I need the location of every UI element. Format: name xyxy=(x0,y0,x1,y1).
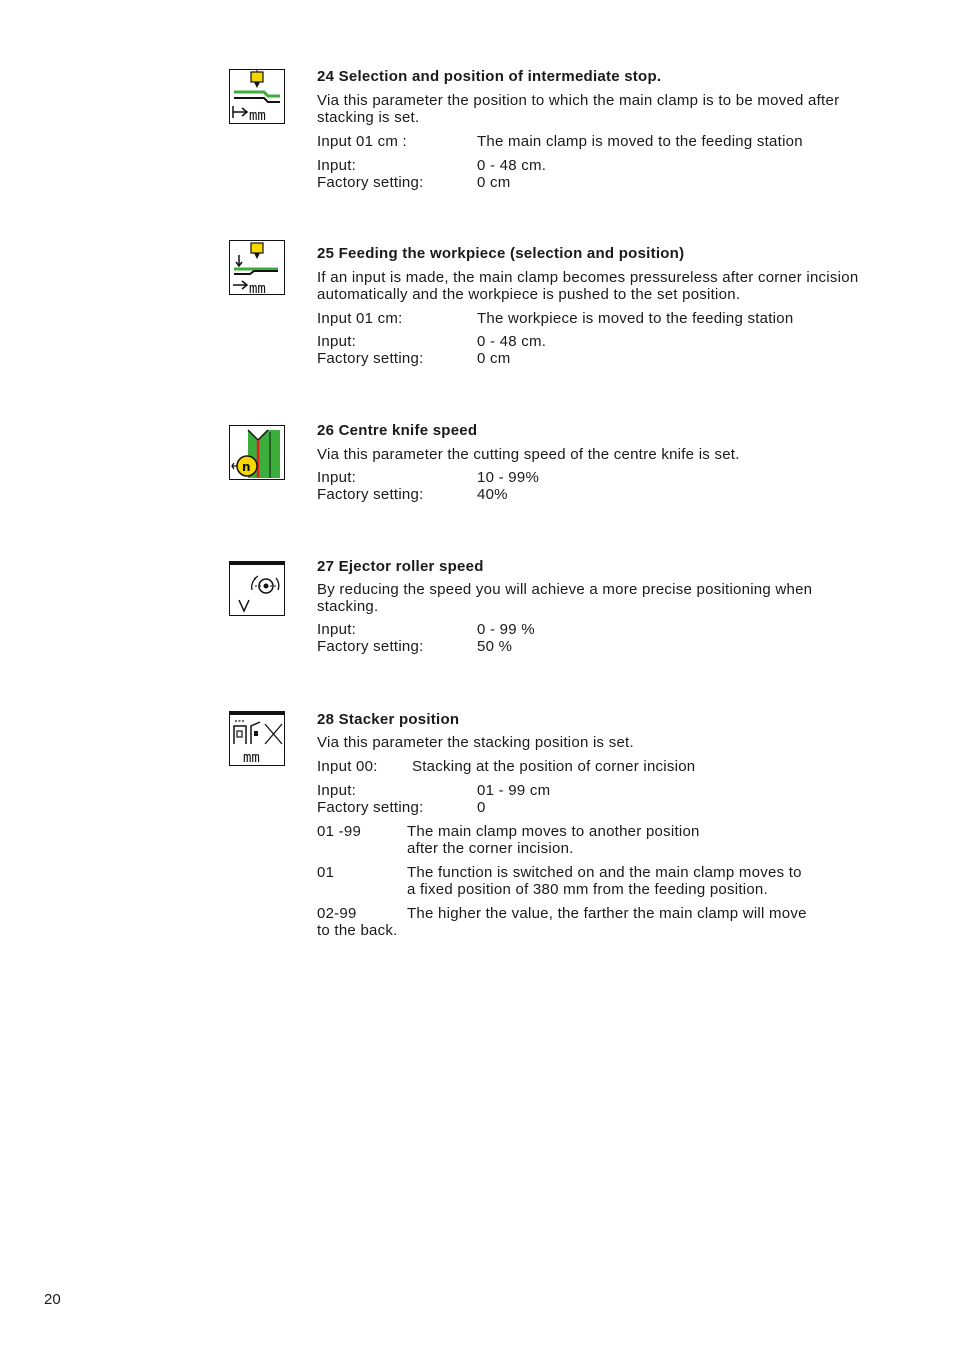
section-title: 27 Ejector roller speed xyxy=(317,558,484,575)
note-item xyxy=(317,864,877,898)
factory-label: Factory setting: xyxy=(317,638,424,655)
section-description: Via this parameter the cutting speed of the centre knife is set. xyxy=(317,446,740,463)
section-title: 24 Selection and position of intermediate stop. xyxy=(317,68,662,85)
input-label: Input: xyxy=(317,157,357,174)
factory-value: 0 xyxy=(477,799,486,816)
factory-label: Factory setting: xyxy=(317,799,424,816)
factory-value: 40% xyxy=(477,486,508,503)
input-value: 0 - 48 cm. xyxy=(477,333,547,350)
section-title: 28 Stacker position xyxy=(317,711,460,728)
note-text-line2: to the back. xyxy=(317,922,398,939)
factory-value: 0 cm xyxy=(477,174,511,191)
factory-value: 50 % xyxy=(477,638,513,655)
input-value: 10 - 99% xyxy=(477,469,540,486)
intermediate-stop-icon xyxy=(229,69,285,124)
section-description: By reducing the speed you will achieve a more precise positioning when stacking. xyxy=(317,581,813,615)
note-text-line1: The higher the value, the farther the main clamp will move xyxy=(407,905,807,922)
section-title: 25 Feeding the workpiece (selection and position) xyxy=(317,245,685,262)
page-number: 20 xyxy=(44,1291,61,1308)
factory-label: Factory setting: xyxy=(317,350,424,367)
svg-text:mm: mm xyxy=(249,281,266,294)
option-key: Input 01 cm : xyxy=(317,133,407,150)
input-label: Input: xyxy=(317,469,357,486)
svg-text:mm: mm xyxy=(249,108,266,123)
input-value: 01 - 99 cm xyxy=(477,782,551,799)
note-text-line1: The function is switched on and the main clamp moves to xyxy=(407,864,802,881)
note-text-line1: The main clamp moves to another position xyxy=(407,823,700,840)
ejector-roller-speed-icon xyxy=(229,561,285,616)
input-value: 0 - 99 % xyxy=(477,621,535,638)
centre-knife-speed-icon xyxy=(229,425,285,480)
factory-value: 0 cm xyxy=(477,350,511,367)
stacker-position-icon xyxy=(229,711,285,766)
factory-label: Factory setting: xyxy=(317,486,424,503)
feed-workpiece-icon xyxy=(229,240,285,295)
note-item xyxy=(317,823,877,857)
option-key: Input 00: xyxy=(317,758,378,775)
input-label: Input: xyxy=(317,782,357,799)
option-value: The main clamp is moved to the feeding station xyxy=(477,133,803,150)
option-value: Stacking at the position of corner incision xyxy=(412,758,696,775)
svg-text:n: n xyxy=(242,460,251,474)
section-title: 26 Centre knife speed xyxy=(317,422,478,439)
note-key: 01 -99 xyxy=(317,823,362,840)
note-text-line2: a fixed position of 380 mm from the feeding position. xyxy=(407,881,768,898)
note-key: 02-99 xyxy=(317,905,357,922)
input-label: Input: xyxy=(317,333,357,350)
svg-text:mm: mm xyxy=(243,750,260,765)
factory-label: Factory setting: xyxy=(317,174,424,191)
note-text-line2: after the corner incision. xyxy=(407,840,574,857)
section-description: If an input is made, the main clamp becomes pressureless after corner incision automatically and the workpiece is pushed to the set position. xyxy=(317,269,859,303)
section-description: Via this parameter the stacking position is set. xyxy=(317,734,634,751)
option-key: Input 01 cm: xyxy=(317,310,403,327)
option-value: The workpiece is moved to the feeding station xyxy=(477,310,794,327)
note-key: 01 xyxy=(317,864,335,881)
input-value: 0 - 48 cm. xyxy=(477,157,547,174)
section-description: Via this parameter the position to which the main clamp is to be moved after stacking is set. xyxy=(317,92,840,126)
note-item xyxy=(317,905,877,939)
input-label: Input: xyxy=(317,621,357,638)
